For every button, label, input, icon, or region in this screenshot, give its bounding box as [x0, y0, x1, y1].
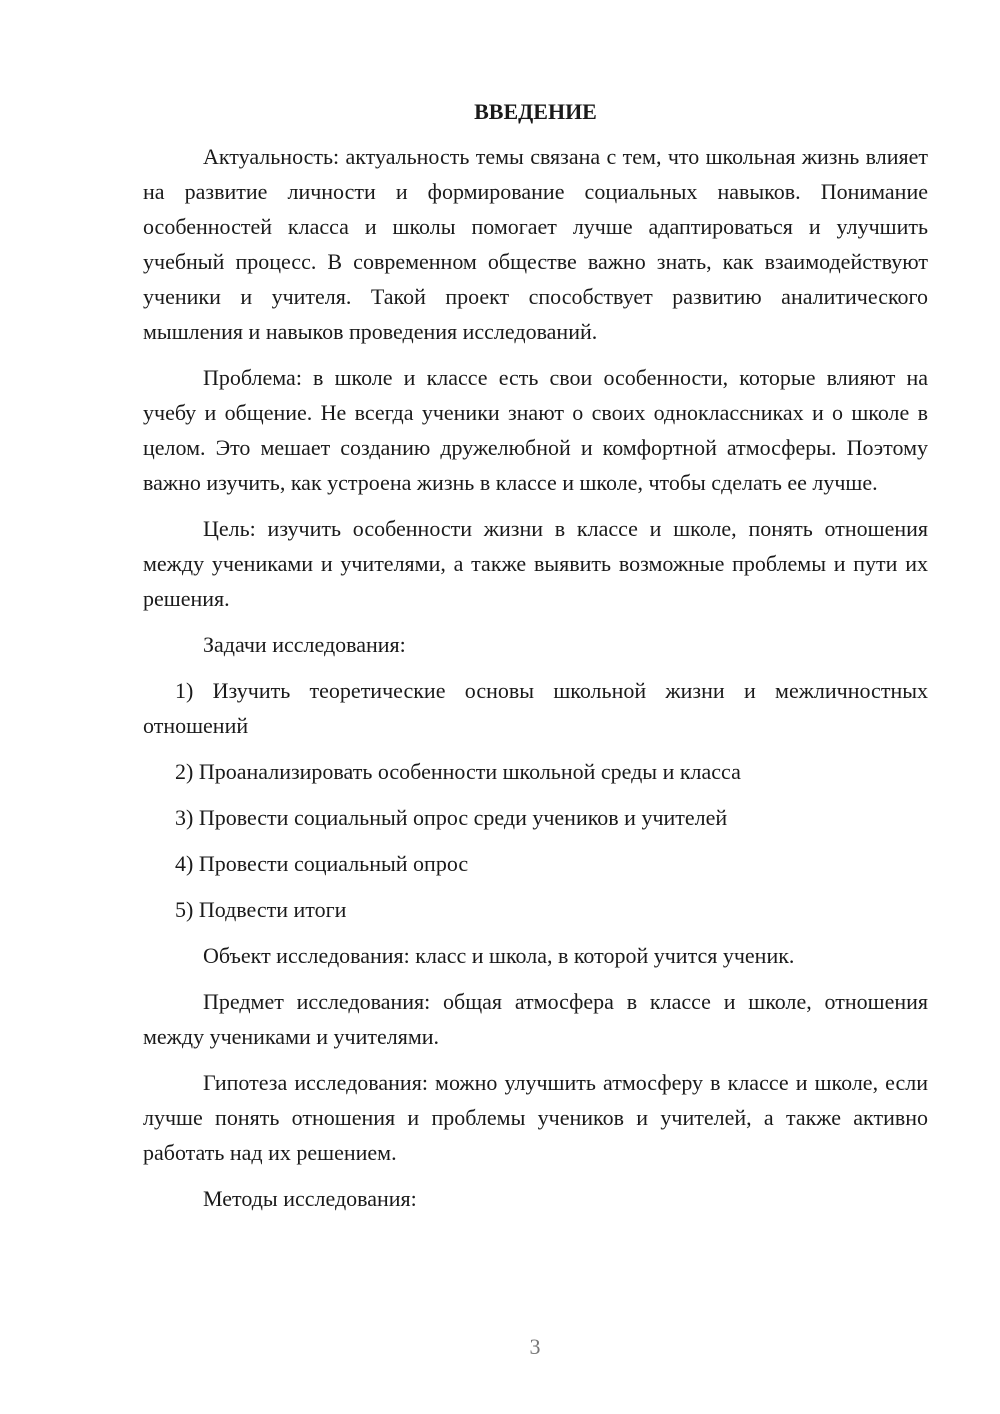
paragraph-hypothesis: Гипотеза исследования: можно улучшить атмосферу в классе и школе, если лучше понять отношения и проблемы учеников и учителей, а также активно работать над их решением.	[143, 1070, 928, 1165]
task-item-4: 4) Провести социальный опрос	[175, 851, 469, 876]
paragraph-object: Объект исследования: класс и школа, в которой учится ученик.	[203, 943, 795, 968]
paragraph-relevance: Актуальность: актуальность темы связана с тем, что школьная жизнь влияет на развитие личности и формирование социальных навыков. Понимание особенностей класса и школы помогает лучше адаптироваться и улучшить учебный процесс. В современном обществе важно знать, как взаимодействуют ученики и учителя. Такой проект способствует развитию аналитического мышления и навыков проведения исследований.	[143, 144, 928, 344]
section-title: ВВЕДЕНИЕ	[474, 99, 597, 124]
paragraph-problem: Проблема: в школе и классе есть свои особенности, которые влияют на учебу и общение. Не всегда ученики знают о своих одноклассниках и о школе в целом. Это мешает созданию дружелюбной и комфортной атмосферы. Поэтому важно изучить, как устроена жизнь в классе и школе, чтобы сделать ее лучше.	[143, 365, 928, 495]
task-item-1: 1) Изучить теоретические основы школьной жизни и межличностных отношений	[143, 678, 928, 738]
paragraph-methods: Методы исследования:	[203, 1186, 417, 1211]
task-item-2: 2) Проанализировать особенности школьной среды и класса	[175, 759, 741, 784]
task-item-5: 5) Подвести итоги	[175, 897, 347, 922]
document-body	[143, 94, 928, 1227]
paragraph-subject: Предмет исследования: общая атмосфера в классе и школе, отношения между учениками и учителями.	[143, 989, 928, 1049]
task-item-3: 3) Провести социальный опрос среди учеников и учителей	[175, 805, 728, 830]
page-number: 3	[529, 1334, 541, 1359]
paragraph-goal: Цель: изучить особенности жизни в классе и школе, понять отношения между учениками и учителями, а также выявить возможные проблемы и пути их решения.	[143, 516, 928, 611]
paragraph-tasks-heading: Задачи исследования:	[203, 632, 406, 657]
